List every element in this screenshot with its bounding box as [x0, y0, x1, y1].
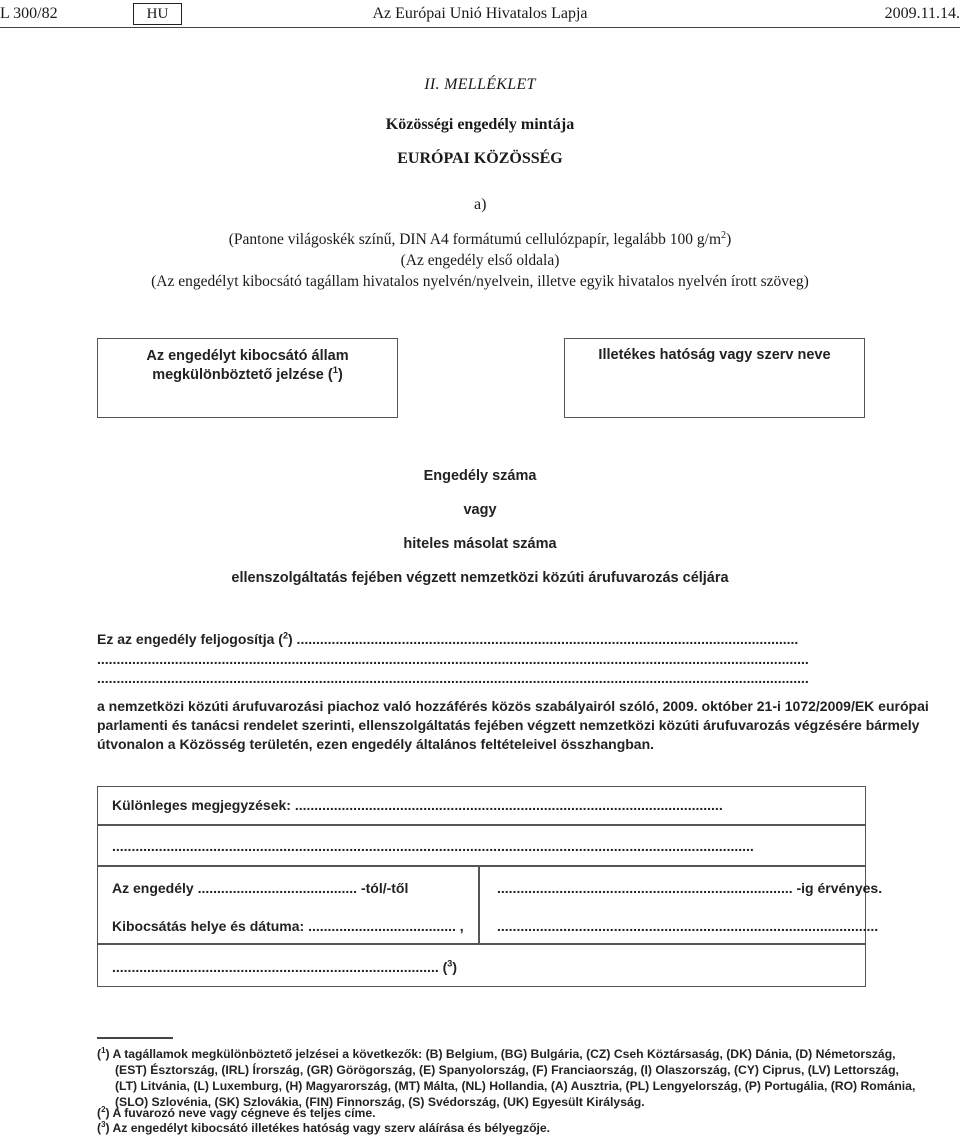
- or-label: vagy: [463, 502, 497, 518]
- issue-place-date-field: Kibocsátás helye és dátuma: ...................................... ,: [112, 918, 464, 934]
- frame-divider: [97, 943, 866, 945]
- regulation-line: a nemzetközi közúti árufuvarozási piachoz való hozzáférés közös szabályairól szóló, 2009. október 21-i 1072/2009/EK európai: [97, 698, 929, 714]
- footnote-1: ($^1$) A tagállamok megkülönböztető jelzései a következők: (B) Belgium, (BG) Bulgária, (CZ) Cseh Köztársaság, (DK) Dánia, (D) Németország, (EST) Észtország, (IRL) Írország, (GR) Görögország, (E) Spanyolország, (F) Franciaország, (I) Olaszország, (CY) Ciprus, (LV) Lettország, (LT) Litvánia, (L) Luxemburg, (H) Magyarország, (MT) Málta, (NL) Hollandia, (A) Ausztria, (PL) Lengyelország, (P) Portugália, (RO) Románia, (SLO) Szlovénia, (SK) Szlovákia, (FIN) Finnország, (S) Svédország, (UK) Egyesült Királyság.: [97, 1045, 916, 1109]
- paper-notes: [0, 229, 960, 292]
- page-reference: L 300/82: [0, 5, 58, 22]
- issuing-state-box: [97, 338, 398, 418]
- signature-field: .................................................................................... ($^3$): [112, 958, 458, 975]
- footnote-3: ($^3$) Az engedélyt kibocsátó illetékes hatóság vagy szerv aláírása és bélyegzője.: [97, 1119, 551, 1135]
- purpose-label: ellenszolgáltatás fejében végzett nemzetközi közúti árufuvarozás céljára: [231, 570, 729, 586]
- regulation-line: útvonalon a Közösség területén, ezen engedély általános feltételeivel összhangban.: [97, 736, 655, 752]
- frame-divider: [97, 865, 866, 867]
- regulation-line: parlamenti és tanácsi rendelet szerinti, ellenszolgáltatás fejében végzett nemzetközi közúti árufuvarozás végzésére bármely: [97, 717, 920, 733]
- community-heading: EURÓPAI KÖZÖSSÉG: [397, 150, 563, 167]
- authority-label: Illetékes hatóság vagy szerv neve: [598, 347, 831, 363]
- frame-column-divider: [478, 865, 480, 943]
- footnote-rule: [97, 1037, 173, 1039]
- part-label: a): [474, 196, 487, 213]
- annex-title: Közösségi engedély mintája: [385, 116, 575, 133]
- page-note: (Az engedély első oldala): [400, 252, 560, 269]
- dotted-line: .......................................................................................................................................................................................: [97, 651, 809, 667]
- valid-until-field: ............................................................................ -ig érvényes.: [497, 880, 883, 896]
- page-header: [0, 3, 960, 25]
- dotted-line: ..................................................................................................: [497, 918, 879, 934]
- footnote-2: ($^2$) A fuvarozó neve vagy cégneve és teljes címe.: [97, 1104, 376, 1120]
- paper-note: (Pantone világoskék színű, DIN A4 formátumú cellulózpapír, legalább 100 $g/m^2$): [228, 229, 732, 248]
- issuing-state-label-2: megkülönböztető jelzése ($^1$): [152, 364, 343, 383]
- special-remarks-field: Különleges megjegyzések: ..............................................................................................................: [112, 797, 723, 813]
- permit-number-label: Engedély száma: [423, 468, 537, 484]
- publication-date: 2009.11.14.: [884, 5, 960, 22]
- certified-copy-label: hiteles másolat száma: [403, 536, 557, 552]
- header-rule: [0, 27, 960, 28]
- annex-label: II. MELLÉKLET: [424, 76, 536, 93]
- regulation-text: [97, 697, 929, 754]
- entitles-line: Ez az engedély feljogosítja ($^2$) .................................................................................................................................: [97, 630, 799, 647]
- valid-from-field: Az engedély ......................................... -tól/-től: [112, 880, 409, 896]
- dotted-line: .......................................................................................................................................................................................: [97, 670, 809, 686]
- dotted-line: .....................................................................................................................................................................: [112, 838, 754, 854]
- language-note: (Az engedélyt kibocsátó tagállam hivatalos nyelvén/nyelvein, illetve egyik hivatalos nyelvén írott szöveg): [151, 273, 809, 290]
- journal-title: Az Európai Unió Hivatalos Lapja: [372, 5, 588, 22]
- authority-box: [564, 338, 865, 418]
- issuing-state-label-1: Az engedélyt kibocsátó állam: [146, 348, 349, 364]
- language-badge: HU: [133, 3, 182, 25]
- frame-divider: [97, 824, 866, 826]
